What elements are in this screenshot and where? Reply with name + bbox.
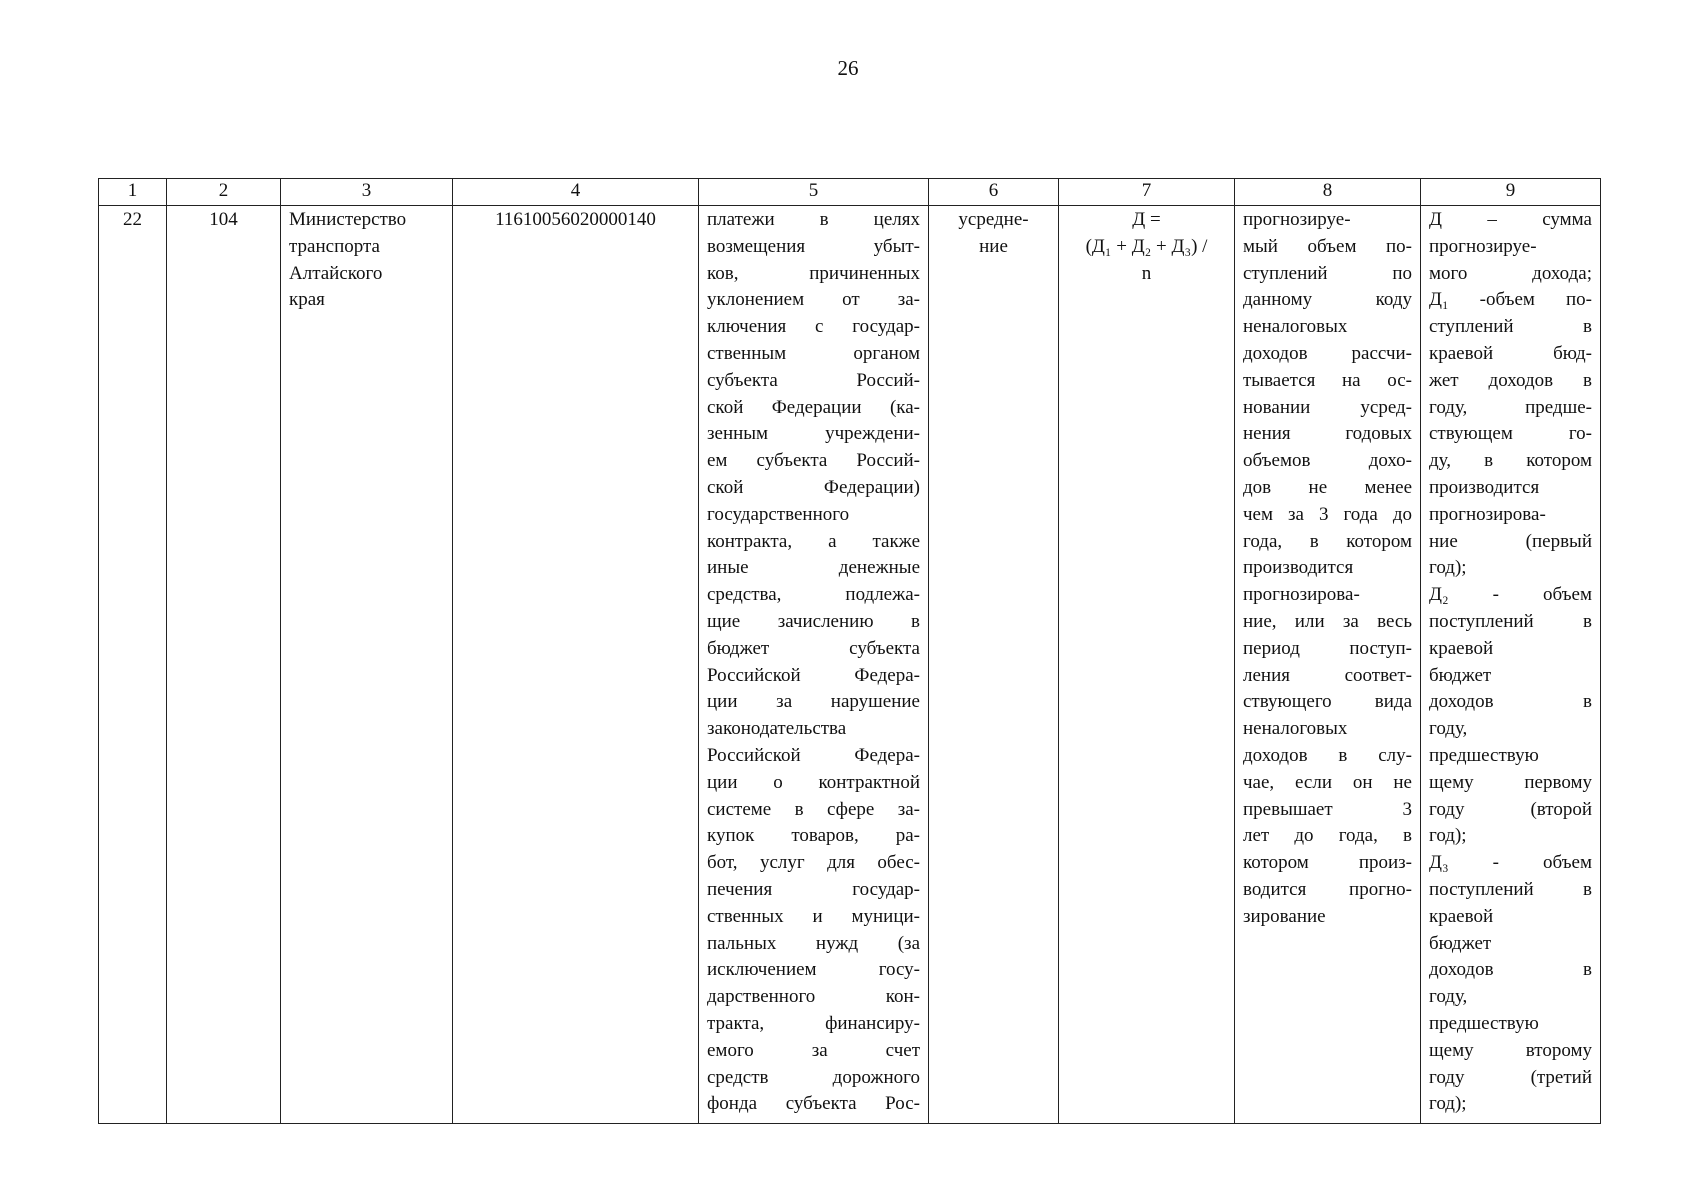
cell-text-line: доходов в: [1429, 691, 1592, 713]
cell-text-line: Российской Федера-: [707, 664, 920, 686]
header-cell: 4: [453, 179, 699, 206]
cell-text-line: возмещения убыт-: [707, 235, 920, 257]
admin-code-cell: 104: [167, 206, 281, 1124]
cell-text-line: щему второму: [1429, 1039, 1592, 1061]
cell-text-line: n: [1141, 262, 1152, 284]
cell-text-line: щие зачислению в: [707, 610, 920, 632]
cell-text-line: Д =: [1132, 209, 1161, 230]
cell-text-line: Д – сумма: [1429, 209, 1592, 230]
cell-text-line: предшествую: [1429, 1012, 1539, 1034]
cell-text-line: года, в котором: [1243, 530, 1412, 552]
cell-text-line: чае, если он не: [1243, 771, 1412, 793]
cell-text-line: Д₃ - объем: [1429, 852, 1592, 874]
cell-text-line: объемов дохо-: [1243, 450, 1412, 472]
cell-text-line: прогнозируе-: [1243, 209, 1351, 230]
cell-text-line: ственных и муници-: [707, 905, 920, 927]
cell-text-line: транспорта: [289, 235, 380, 257]
cell-text-line: края: [289, 289, 325, 311]
cell-text-line: производится: [1243, 557, 1354, 579]
cell-text-line: субъекта Россий-: [707, 369, 920, 391]
method-cell: [929, 206, 1059, 1124]
cell-text-line: ние (первый: [1429, 530, 1592, 552]
kbk-code-cell: 11610056020000140: [453, 206, 699, 1124]
cell-text-line: краевой: [1429, 905, 1494, 927]
header-cell: 2: [167, 179, 281, 206]
cell-text-line: печения государ-: [707, 878, 920, 900]
cell-text-line: ние: [979, 235, 1008, 257]
cell-text-line: зенным учреждени-: [707, 423, 920, 445]
cell-text-line: системе в сфере за-: [707, 798, 920, 820]
cell-text-line: год);: [1429, 557, 1467, 579]
cell-text-line: ступлений в: [1429, 316, 1592, 338]
cell-text-line: доходов рассчи-: [1243, 342, 1412, 364]
administrator-cell: [281, 206, 453, 1124]
cell-text-line: производится: [1429, 476, 1540, 498]
cell-text-line: ступлений по: [1243, 262, 1412, 284]
cell-text-line: году, предше-: [1429, 396, 1592, 418]
cell-text-line: ской Федерации): [707, 476, 920, 498]
cell-text-line: пальных нужд (за: [707, 932, 920, 954]
cell-text-line: щему первому: [1429, 771, 1592, 793]
revenue-name-cell: [699, 206, 929, 1124]
cell-text-line: дов не менее: [1243, 476, 1412, 498]
cell-text-line: средства, подлежа-: [707, 584, 920, 606]
cell-text-line: краевой: [1429, 637, 1494, 659]
cell-text-line: мый объем по-: [1243, 235, 1412, 257]
cell-text-line: тракта, финансиру-: [707, 1012, 920, 1034]
cell-text-line: ствующем го-: [1429, 423, 1592, 445]
cell-text-line: купок товаров, ра-: [707, 825, 920, 847]
formula-cell: [1059, 206, 1235, 1124]
cell-text-line: прогнозирова-: [1429, 503, 1546, 525]
cell-text-line: ем субъекта Россий-: [707, 450, 920, 472]
row-number-cell: 22: [99, 206, 167, 1124]
cell-text-line: ков, причиненных: [707, 262, 920, 284]
revenue-forecast-table: [98, 178, 1601, 1124]
cell-text-line: Алтайского: [289, 262, 383, 284]
cell-text-line: чем за 3 года до: [1243, 503, 1412, 525]
cell-text-line: ской Федерации (ка-: [707, 396, 920, 418]
cell-text-line: платежи в целях: [707, 209, 920, 230]
cell-text-line: емого за счет: [707, 1039, 920, 1061]
cell-text-line: жет доходов в: [1429, 369, 1592, 391]
cell-text-line: ции о контрактной: [707, 771, 920, 793]
cell-text-line: данному коду: [1243, 289, 1412, 311]
cell-text-line: нения годовых: [1243, 423, 1412, 445]
cell-text-line: краевой бюд-: [1429, 342, 1592, 364]
header-cell: 6: [929, 179, 1059, 206]
cell-text-line: бюджет: [1429, 932, 1492, 954]
cell-text-line: ции за нарушение: [707, 691, 920, 713]
cell-text-line: году,: [1429, 986, 1468, 1008]
cell-text-line: бот, услуг для обес-: [707, 852, 920, 874]
cell-text-line: году,: [1429, 718, 1468, 740]
cell-text-line: году (второй: [1429, 798, 1592, 820]
algorithm-description-cell: [1235, 206, 1421, 1124]
cell-text-line: прогнозируе-: [1429, 235, 1537, 257]
cell-text-line: Д₂ - объем: [1429, 584, 1592, 606]
cell-text-line: поступлений в: [1429, 610, 1592, 632]
cell-text-line: исключением госу-: [707, 959, 920, 981]
cell-text-line: ствующего вида: [1243, 691, 1412, 713]
cell-text-line: дарственного кон-: [707, 986, 920, 1008]
cell-text-line: период поступ-: [1243, 637, 1412, 659]
header-cell: 9: [1421, 179, 1601, 206]
cell-text-line: контракта, а также: [707, 530, 920, 552]
table-row: [99, 206, 1601, 1124]
cell-text-line: неналоговых: [1243, 718, 1348, 740]
cell-text-line: бюджет: [1429, 664, 1492, 686]
cell-text-line: водится прогно-: [1243, 878, 1412, 900]
cell-text-line: бюджет субъекта: [707, 637, 920, 659]
cell-text-line: прогнозирова-: [1243, 584, 1360, 606]
cell-text-line: ние, или за весь: [1243, 610, 1412, 632]
cell-text-line: (Д₁ + Д₂ + Д₃) /: [1085, 235, 1208, 257]
cell-text-line: ления соответ-: [1243, 664, 1412, 686]
cell-text-line: лет до года, в: [1243, 825, 1412, 847]
cell-text-line: государственного: [707, 503, 850, 525]
column-number-row: [99, 179, 1601, 206]
cell-text-line: год);: [1429, 825, 1467, 847]
cell-text-line: превышает 3: [1243, 798, 1412, 820]
header-cell: 3: [281, 179, 453, 206]
cell-text-line: Д₁ -объем по-: [1429, 289, 1592, 311]
cell-text-line: доходов в слу-: [1243, 744, 1412, 766]
cell-text-line: фонда субъекта Рос-: [707, 1093, 920, 1115]
cell-text-line: Российской Федера-: [707, 744, 920, 766]
cell-text-line: Министерство: [289, 209, 407, 230]
cell-text-line: предшествую: [1429, 744, 1539, 766]
header-cell: 5: [699, 179, 929, 206]
header-cell: 8: [1235, 179, 1421, 206]
cell-text-line: мого дохода;: [1429, 262, 1592, 284]
cell-text-line: год);: [1429, 1093, 1467, 1115]
cell-text-line: неналоговых: [1243, 316, 1348, 338]
cell-text-line: ду, в котором: [1429, 450, 1592, 472]
header-cell: 1: [99, 179, 167, 206]
cell-text-line: тывается на ос-: [1243, 369, 1412, 391]
cell-text-line: иные денежные: [707, 557, 920, 579]
cell-text-line: котором произ-: [1243, 852, 1412, 874]
cell-text-line: ственным органом: [707, 342, 920, 364]
cell-text-line: году (третий: [1429, 1066, 1592, 1088]
cell-text-line: законодательства: [707, 718, 847, 740]
cell-text-line: ключения с государ-: [707, 316, 920, 338]
cell-text-line: усредне-: [958, 209, 1029, 230]
cell-text-line: уклонением от за-: [707, 289, 920, 311]
page-number: 26: [837, 56, 859, 80]
cell-text-line: новании усред-: [1243, 396, 1412, 418]
cell-text-line: поступлений в: [1429, 878, 1592, 900]
indicator-description-cell: [1421, 206, 1601, 1124]
cell-text-line: доходов в: [1429, 959, 1592, 981]
cell-text-line: зирование: [1243, 905, 1326, 927]
header-cell: 7: [1059, 179, 1235, 206]
cell-text-line: средств дорожного: [707, 1066, 920, 1088]
